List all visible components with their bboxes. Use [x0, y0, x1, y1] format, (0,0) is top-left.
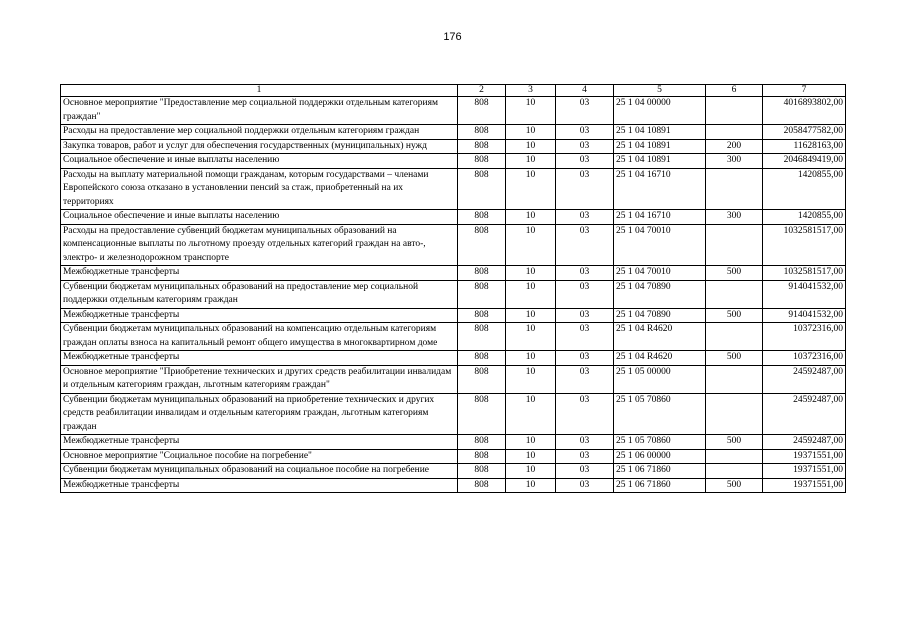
- row-expense-type: [706, 168, 763, 210]
- row-amount: 1420855,00: [763, 168, 846, 210]
- row-target-article: 25 1 04 00000: [614, 97, 706, 125]
- row-description: Основное мероприятие "Предоставление мер социальной поддержки отдельным категориям граждан": [61, 97, 458, 125]
- row-section: 10: [506, 449, 556, 464]
- row-amount: 24592487,00: [763, 435, 846, 450]
- row-target-article: 25 1 04 10891: [614, 154, 706, 169]
- row-amount: 2046849419,00: [763, 154, 846, 169]
- row-target-article: 25 1 04 10891: [614, 125, 706, 140]
- row-section: 10: [506, 210, 556, 225]
- row-subsection: 03: [556, 139, 614, 154]
- row-target-article: 25 1 04 70010: [614, 224, 706, 266]
- row-description: Расходы на предоставление субвенций бюджетам муниципальных образований на компенсационные выплаты по льготному проезду отдельных категорий граждан на авто-, электро- и железнодорожном транспорте: [61, 224, 458, 266]
- header-row: [61, 85, 846, 97]
- row-subsection: 03: [556, 210, 614, 225]
- row-expense-type: 500: [706, 478, 763, 493]
- row-expense-type: [706, 280, 763, 308]
- row-expense-type: 500: [706, 308, 763, 323]
- table-row: [61, 266, 846, 281]
- row-target-article: 25 1 06 71860: [614, 464, 706, 479]
- row-section: 10: [506, 308, 556, 323]
- row-section: 10: [506, 435, 556, 450]
- row-section: 10: [506, 478, 556, 493]
- page-number: 176: [443, 31, 462, 43]
- row-target-article: 25 1 05 70860: [614, 435, 706, 450]
- row-target-article: 25 1 06 71860: [614, 478, 706, 493]
- row-code-col2: 808: [458, 125, 506, 140]
- row-expense-type: 300: [706, 154, 763, 169]
- row-section: 10: [506, 393, 556, 435]
- table-row: [61, 478, 846, 493]
- row-code-col2: 808: [458, 464, 506, 479]
- row-section: 10: [506, 365, 556, 393]
- row-section: 10: [506, 168, 556, 210]
- row-amount: 10372316,00: [763, 323, 846, 351]
- row-code-col2: 808: [458, 266, 506, 281]
- row-amount: 11628163,00: [763, 139, 846, 154]
- row-description: Закупка товаров, работ и услуг для обеспечения государственных (муниципальных) нужд: [61, 139, 458, 154]
- row-description: Расходы на предоставление мер социальной поддержки отдельным категориям граждан: [61, 125, 458, 140]
- row-target-article: 25 1 04 70890: [614, 308, 706, 323]
- row-subsection: 03: [556, 464, 614, 479]
- header-cell: 3: [506, 85, 556, 97]
- row-target-article: 25 1 05 70860: [614, 393, 706, 435]
- row-target-article: 25 1 06 00000: [614, 449, 706, 464]
- row-subsection: 03: [556, 280, 614, 308]
- row-description: Основное мероприятие "Социальное пособие на погребение": [61, 449, 458, 464]
- row-subsection: 03: [556, 393, 614, 435]
- row-code-col2: 808: [458, 308, 506, 323]
- row-description: Межбюджетные трансферты: [61, 266, 458, 281]
- row-amount: 10372316,00: [763, 351, 846, 366]
- row-code-col2: 808: [458, 365, 506, 393]
- row-section: 10: [506, 266, 556, 281]
- row-code-col2: 808: [458, 323, 506, 351]
- row-expense-type: [706, 464, 763, 479]
- budget-table: [60, 84, 846, 493]
- row-section: 10: [506, 97, 556, 125]
- row-amount: 1032581517,00: [763, 224, 846, 266]
- row-amount: 2058477582,00: [763, 125, 846, 140]
- row-amount: 19371551,00: [763, 464, 846, 479]
- row-section: 10: [506, 351, 556, 366]
- row-description: Межбюджетные трансферты: [61, 435, 458, 450]
- row-target-article: 25 1 04 R4620: [614, 351, 706, 366]
- row-subsection: 03: [556, 351, 614, 366]
- row-amount: 19371551,00: [763, 478, 846, 493]
- row-expense-type: [706, 393, 763, 435]
- table-row: [61, 464, 846, 479]
- header-cell: 1: [61, 85, 458, 97]
- row-expense-type: [706, 125, 763, 140]
- row-description: Субвенции бюджетам муниципальных образований на приобретение технических и других средств реабилитации инвалидам и отдельным категориям граждан, льготным категориям граждан: [61, 393, 458, 435]
- table-row: [61, 449, 846, 464]
- row-code-col2: 808: [458, 210, 506, 225]
- header-cell: 6: [706, 85, 763, 97]
- row-expense-type: 500: [706, 266, 763, 281]
- row-description: Межбюджетные трансферты: [61, 351, 458, 366]
- table-row: [61, 224, 846, 266]
- row-code-col2: 808: [458, 280, 506, 308]
- row-amount: 914041532,00: [763, 280, 846, 308]
- row-subsection: 03: [556, 308, 614, 323]
- table-row: [61, 308, 846, 323]
- row-code-col2: 808: [458, 435, 506, 450]
- row-code-col2: 808: [458, 224, 506, 266]
- table-row: [61, 435, 846, 450]
- row-code-col2: 808: [458, 97, 506, 125]
- row-description: Межбюджетные трансферты: [61, 308, 458, 323]
- row-section: 10: [506, 280, 556, 308]
- row-target-article: 25 1 04 16710: [614, 168, 706, 210]
- row-expense-type: 500: [706, 435, 763, 450]
- row-code-col2: 808: [458, 449, 506, 464]
- row-description: Социальное обеспечение и иные выплаты населению: [61, 154, 458, 169]
- row-amount: 914041532,00: [763, 308, 846, 323]
- row-target-article: 25 1 04 70890: [614, 280, 706, 308]
- row-description: Расходы на выплату материальной помощи гражданам, которым государствами – членами Европейского союза отказано в установлении пенсий за стаж, приобретенный на их территориях: [61, 168, 458, 210]
- table-row: [61, 168, 846, 210]
- header-cell: 7: [763, 85, 846, 97]
- row-expense-type: [706, 224, 763, 266]
- row-amount: 19371551,00: [763, 449, 846, 464]
- row-expense-type: 500: [706, 351, 763, 366]
- row-subsection: 03: [556, 449, 614, 464]
- row-code-col2: 808: [458, 478, 506, 493]
- row-subsection: 03: [556, 154, 614, 169]
- row-subsection: 03: [556, 435, 614, 450]
- row-subsection: 03: [556, 224, 614, 266]
- row-subsection: 03: [556, 168, 614, 210]
- table-row: [61, 280, 846, 308]
- row-section: 10: [506, 139, 556, 154]
- row-subsection: 03: [556, 125, 614, 140]
- row-subsection: 03: [556, 266, 614, 281]
- row-amount: 24592487,00: [763, 365, 846, 393]
- row-subsection: 03: [556, 365, 614, 393]
- table-row: [61, 125, 846, 140]
- row-subsection: 03: [556, 97, 614, 125]
- row-section: 10: [506, 224, 556, 266]
- table-row: [61, 97, 846, 125]
- row-code-col2: 808: [458, 139, 506, 154]
- row-description: Межбюджетные трансферты: [61, 478, 458, 493]
- header-cell: 4: [556, 85, 614, 97]
- row-expense-type: [706, 449, 763, 464]
- row-code-col2: 808: [458, 154, 506, 169]
- row-amount: 4016893802,00: [763, 97, 846, 125]
- header-cell: 2: [458, 85, 506, 97]
- table-row: [61, 154, 846, 169]
- row-expense-type: [706, 323, 763, 351]
- row-subsection: 03: [556, 323, 614, 351]
- row-description: Субвенции бюджетам муниципальных образований на социальное пособие на погребение: [61, 464, 458, 479]
- row-section: 10: [506, 323, 556, 351]
- row-description: Основное мероприятие "Приобретение технических и других средств реабилитации инвалидам и отдельным категориям граждан, льготным категориям граждан": [61, 365, 458, 393]
- table-row: [61, 323, 846, 351]
- row-description: Субвенции бюджетам муниципальных образований на компенсацию отдельным категориям граждан оплаты взноса на капитальный ремонт общего имущества в многоквартирном доме: [61, 323, 458, 351]
- row-amount: 1032581517,00: [763, 266, 846, 281]
- row-expense-type: [706, 365, 763, 393]
- row-description: Социальное обеспечение и иные выплаты населению: [61, 210, 458, 225]
- table-row: [61, 139, 846, 154]
- row-description: Субвенции бюджетам муниципальных образований на предоставление мер социальной поддержки отдельным категориям граждан: [61, 280, 458, 308]
- row-section: 10: [506, 125, 556, 140]
- row-section: 10: [506, 464, 556, 479]
- row-expense-type: [706, 97, 763, 125]
- row-code-col2: 808: [458, 351, 506, 366]
- row-expense-type: 200: [706, 139, 763, 154]
- row-code-col2: 808: [458, 168, 506, 210]
- row-target-article: 25 1 05 00000: [614, 365, 706, 393]
- row-target-article: 25 1 04 70010: [614, 266, 706, 281]
- row-subsection: 03: [556, 478, 614, 493]
- row-amount: 1420855,00: [763, 210, 846, 225]
- row-amount: 24592487,00: [763, 393, 846, 435]
- row-code-col2: 808: [458, 393, 506, 435]
- row-section: 10: [506, 154, 556, 169]
- table-row: [61, 210, 846, 225]
- row-expense-type: 300: [706, 210, 763, 225]
- table-row: [61, 393, 846, 435]
- row-target-article: 25 1 04 10891: [614, 139, 706, 154]
- header-cell: 5: [614, 85, 706, 97]
- table-row: [61, 351, 846, 366]
- row-target-article: 25 1 04 16710: [614, 210, 706, 225]
- table-row: [61, 365, 846, 393]
- row-target-article: 25 1 04 R4620: [614, 323, 706, 351]
